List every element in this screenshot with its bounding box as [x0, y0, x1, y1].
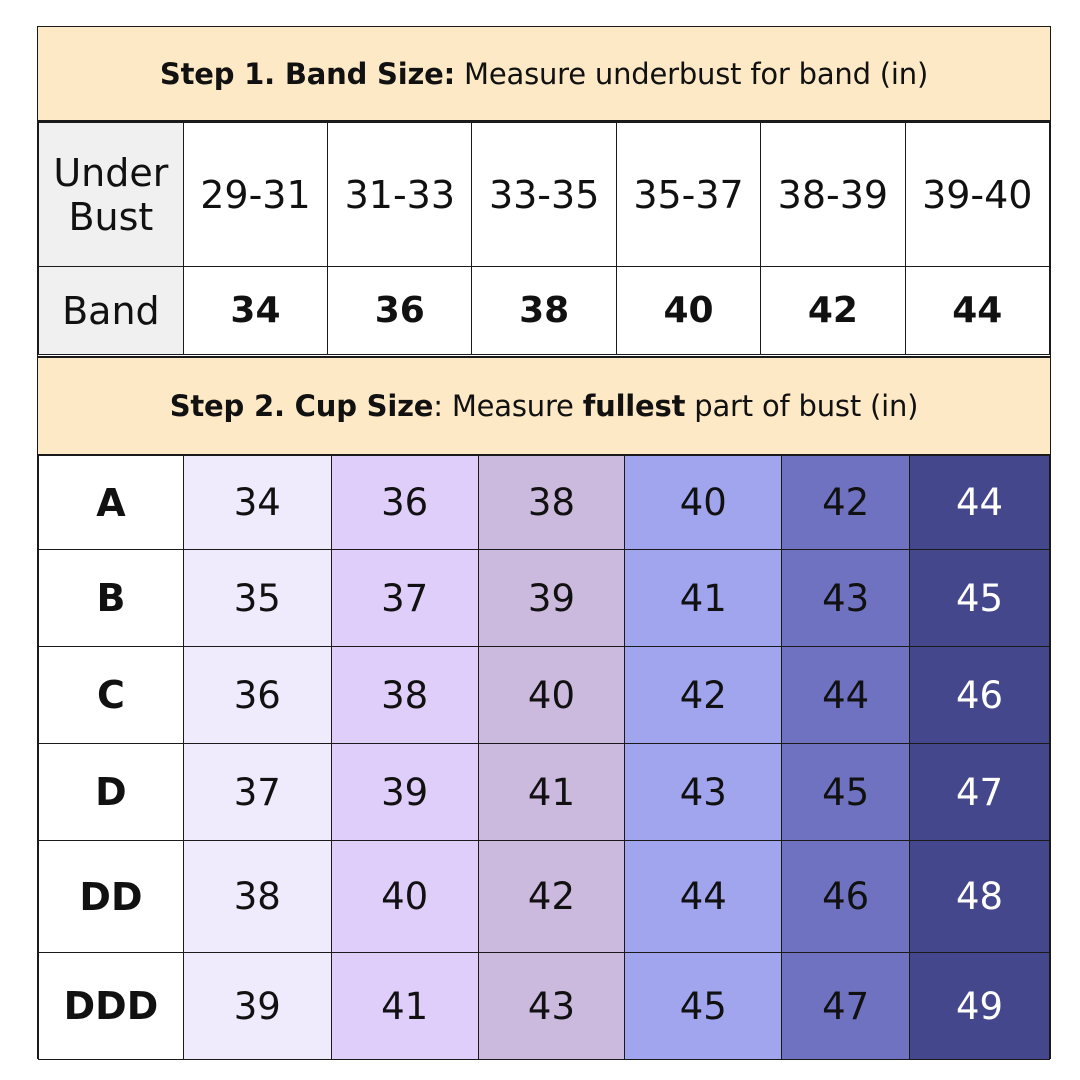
step2-banner	[38, 356, 1050, 455]
band-value: 34	[183, 267, 327, 355]
bust-measurement: 38	[183, 841, 331, 953]
cup-row	[39, 744, 1050, 841]
cup-row	[39, 841, 1050, 953]
bust-measurement: 43	[478, 953, 625, 1060]
bust-measurement: 46	[910, 647, 1050, 744]
cup-row	[39, 550, 1050, 647]
bust-measurement: 40	[625, 456, 782, 550]
bust-measurement: 40	[478, 647, 625, 744]
underbust-header-line2: Bust	[68, 194, 154, 239]
bust-measurement: 37	[331, 550, 478, 647]
bust-measurement: 44	[782, 647, 910, 744]
bust-measurement: 36	[183, 647, 331, 744]
band-value: 40	[616, 267, 760, 355]
bust-measurement: 45	[782, 744, 910, 841]
cup-row	[39, 456, 1050, 550]
underbust-range: 39-40	[905, 123, 1049, 267]
cup-label: D	[39, 744, 184, 841]
bust-measurement: 35	[183, 550, 331, 647]
bust-measurement: 46	[782, 841, 910, 953]
underbust-range: 31-33	[328, 123, 472, 267]
band-row	[39, 267, 1050, 355]
underbust-range: 35-37	[616, 123, 760, 267]
bust-measurement: 41	[331, 953, 478, 1060]
bust-measurement: 49	[910, 953, 1050, 1060]
bust-measurement: 36	[331, 456, 478, 550]
bust-measurement: 39	[331, 744, 478, 841]
bust-measurement: 45	[625, 953, 782, 1060]
band-value: 38	[472, 267, 616, 355]
bust-measurement: 47	[910, 744, 1050, 841]
step2-emphasis: fullest	[582, 389, 686, 423]
bust-measurement: 38	[331, 647, 478, 744]
cup-size-table	[38, 455, 1050, 1060]
step2-text-b: part of bust (in)	[685, 389, 919, 423]
bust-measurement: 42	[625, 647, 782, 744]
bust-measurement: 41	[625, 550, 782, 647]
cup-label: B	[39, 550, 184, 647]
bust-measurement: 39	[183, 953, 331, 1060]
step1-text: Measure underbust for band (in)	[455, 56, 929, 91]
step2-text-a: : Measure	[433, 389, 583, 423]
cup-row	[39, 953, 1050, 1060]
band-value: 36	[328, 267, 472, 355]
cup-label: DDD	[39, 953, 184, 1060]
bust-measurement: 44	[625, 841, 782, 953]
bust-measurement: 45	[910, 550, 1050, 647]
bust-measurement: 39	[478, 550, 625, 647]
bust-measurement: 38	[478, 456, 625, 550]
band-value: 44	[905, 267, 1049, 355]
underbust-range: 38-39	[761, 123, 905, 267]
underbust-header	[39, 123, 184, 267]
bust-measurement: 41	[478, 744, 625, 841]
bust-measurement: 34	[183, 456, 331, 550]
bust-measurement: 43	[625, 744, 782, 841]
cup-label: DD	[39, 841, 184, 953]
bust-measurement: 40	[331, 841, 478, 953]
bust-measurement: 42	[478, 841, 625, 953]
underbust-range: 33-35	[472, 123, 616, 267]
step1-prefix: Step 1. Band Size:	[159, 56, 456, 91]
cup-row	[39, 647, 1050, 744]
band-size-table	[38, 122, 1050, 355]
bust-measurement: 37	[183, 744, 331, 841]
size-chart	[37, 26, 1051, 1059]
step1-banner	[38, 27, 1050, 122]
bust-measurement: 42	[782, 456, 910, 550]
underbust-header-line1: Under	[53, 150, 169, 195]
underbust-range: 29-31	[183, 123, 327, 267]
bust-measurement: 44	[910, 456, 1050, 550]
band-value: 42	[761, 267, 905, 355]
cup-label: C	[39, 647, 184, 744]
step2-prefix: Step 2. Cup Size	[169, 389, 434, 423]
underbust-row	[39, 123, 1050, 267]
bust-measurement: 43	[782, 550, 910, 647]
bust-measurement: 48	[910, 841, 1050, 953]
cup-label: A	[39, 456, 184, 550]
band-header: Band	[39, 267, 184, 355]
bust-measurement: 47	[782, 953, 910, 1060]
